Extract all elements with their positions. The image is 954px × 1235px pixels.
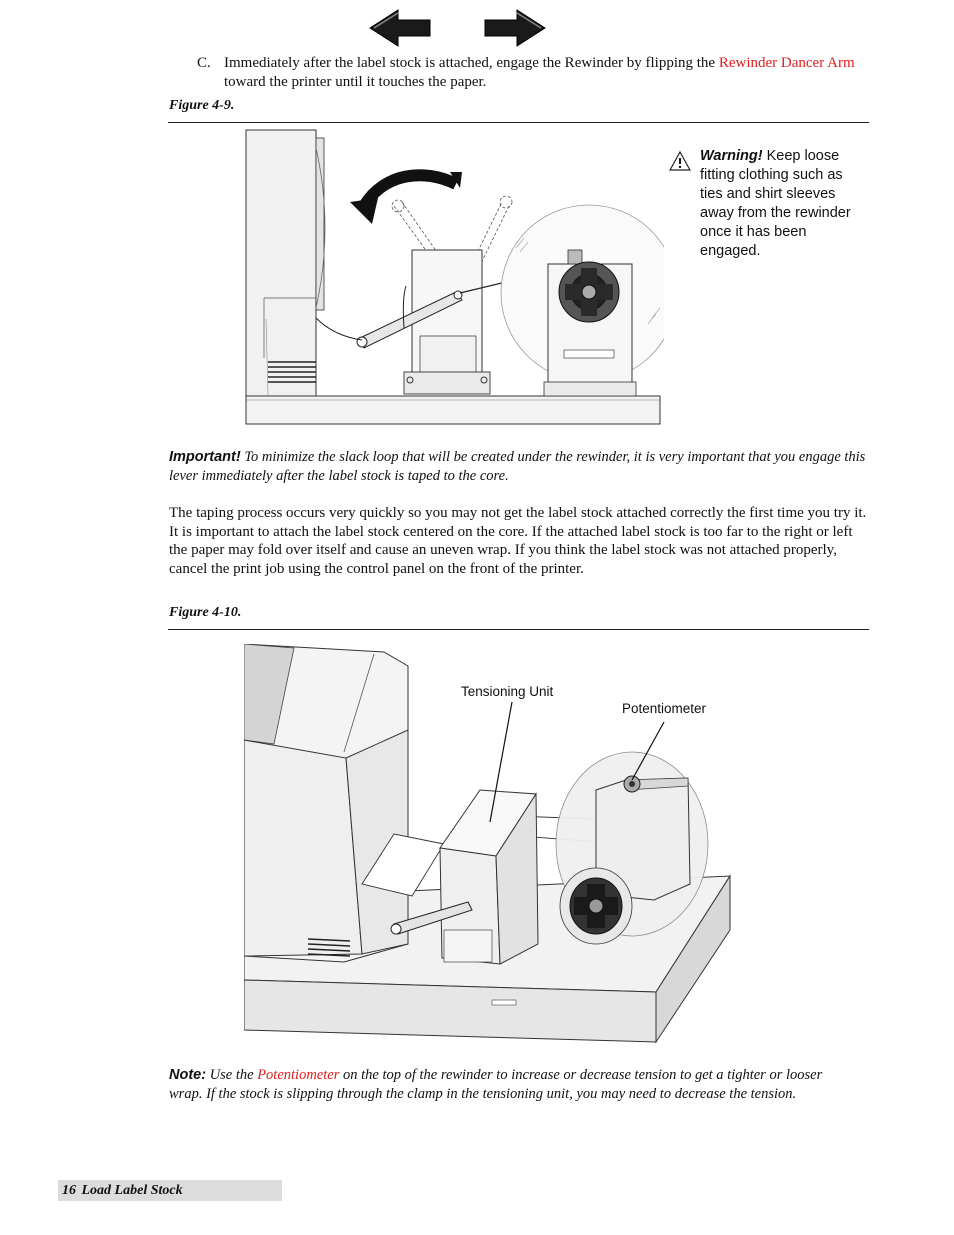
important-label: Important! (169, 449, 241, 465)
warning-text (700, 147, 860, 261)
page-number: 16 (62, 1183, 76, 1198)
figure-4-9-illustration (244, 128, 664, 435)
important-text: To minimize the slack loop that will be created under the rewinder, it is very important that you engage this lever immediately after the label stock is taped to the core. (169, 449, 866, 484)
rewinder-dancer-arm-link[interactable]: Rewinder Dancer Arm (718, 55, 855, 71)
arrow-left-icon (368, 8, 432, 48)
warning-triangle-icon (669, 150, 691, 177)
important-note (169, 448, 869, 486)
tensioning-unit-callout: Tensioning Unit (461, 684, 554, 699)
step-letter: C. (197, 55, 211, 71)
step-c-text (224, 54, 869, 92)
figure-4-10-rule (168, 629, 869, 630)
arrow-right-icon (483, 8, 547, 48)
body-paragraph: The taping process occurs very quickly so you may not get the label stock attached correctly the first time you try it. It is important to attach the label stock centered on the core. If the attached label stock is too far to the right or left the paper may fold over itself and cause an uneven wrap. If you think the label stock was not attached properly, cancel the print job using the control panel on the front of the printer. (169, 505, 867, 577)
note-label: Note: (169, 1067, 207, 1083)
back-arrow-button[interactable] (368, 8, 432, 53)
potentiometer-link[interactable]: Potentiometer (257, 1067, 340, 1083)
footer-section-title: Load Label Stock (81, 1183, 183, 1198)
note-paragraph (169, 1066, 839, 1103)
figure-4-9-rule (168, 122, 869, 123)
step-c-text-after: toward the printer until it touches the paper. (224, 74, 487, 90)
warning-title: Warning! (700, 148, 763, 164)
page-footer (58, 1180, 282, 1201)
figure-4-9-caption: Figure 4-9. (169, 98, 235, 113)
note-text-before: Use the (206, 1067, 258, 1083)
warning-body: Keep loose fitting clothing such as ties and shirt sleeves away from the rewinder once it has been engaged. (700, 148, 851, 259)
step-c-text-before: Immediately after the label stock is attached, engage the Rewinder by flipping the (224, 55, 719, 71)
figure-4-10-caption: Figure 4-10. (169, 605, 242, 620)
note-text-after: on the top of the rewinder to increase or decrease tension to get a tighter or looser wrap. If the stock is slipping through the clamp in the tensioning unit, you may need to decrease the tension. (169, 1067, 823, 1102)
potentiometer-callout: Potentiometer (622, 701, 707, 716)
forward-arrow-button[interactable] (483, 8, 547, 53)
